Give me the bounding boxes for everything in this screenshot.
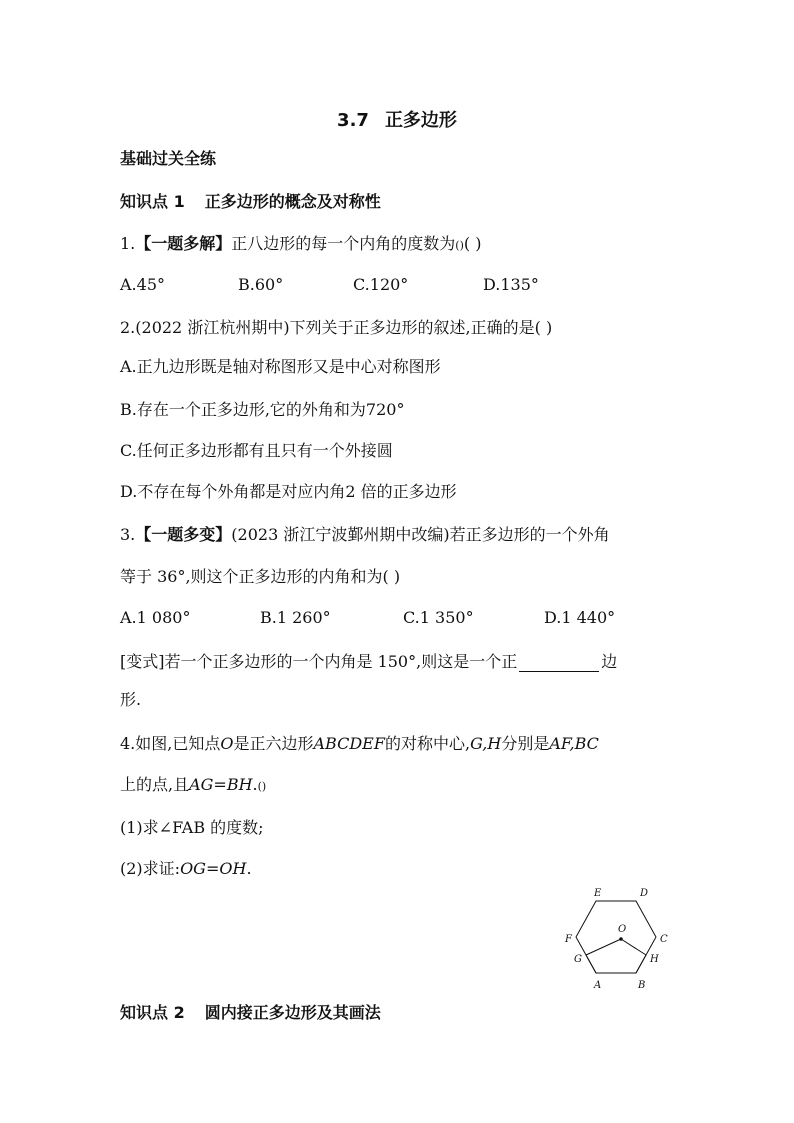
q1-answer-paren: ( ) — [463, 234, 482, 253]
kp2-label: 知识点 2 — [120, 1003, 185, 1022]
q3-variant-end: 边 — [601, 652, 618, 671]
q4-text-f: . — [252, 775, 258, 794]
knowledge-point-2 — [120, 1003, 381, 1023]
segment-oh — [621, 939, 646, 955]
label-a: A — [594, 980, 602, 991]
q3-variant-text: [变式]若一个正多边形的一个内角是 150°,则这是一个正 — [120, 652, 518, 671]
q3-option-c: C.1 350° — [403, 608, 474, 627]
q4-part2-equation: OG=OH — [180, 859, 247, 878]
section-heading: 基础过关全练 — [120, 149, 217, 168]
q4-segments: AF,BC — [549, 734, 599, 753]
center-point — [619, 937, 623, 941]
segment-ga — [586, 955, 596, 973]
label-d: D — [640, 888, 649, 899]
q3-variant — [120, 652, 617, 672]
question-3 — [120, 525, 610, 545]
q4-hexagon-name: ABCDEF — [313, 734, 385, 753]
q3-options — [120, 608, 680, 628]
q3-tag: 【一题多变】 — [135, 525, 232, 544]
q4-mark: () — [257, 780, 267, 793]
segment-og — [586, 939, 621, 955]
q1-tag: 【一题多解】 — [135, 234, 232, 253]
q4-part-2 — [120, 859, 252, 879]
q4-text-c: 的对称中心, — [384, 734, 471, 753]
q3-option-d: D.1 440° — [544, 608, 616, 627]
label-f: F — [565, 934, 572, 945]
hexagon-outline — [576, 901, 656, 973]
kp2-text: 圆内接正多边形及其画法 — [204, 1003, 381, 1022]
q1-option-a: A.45° — [120, 275, 165, 294]
label-o: O — [618, 924, 627, 935]
q2-option-b: B.存在一个正多边形,它的外角和为720° — [120, 400, 405, 419]
q4-text-a: 4.如图,已知点 — [120, 734, 221, 753]
q3-variant-line2: 形. — [120, 690, 142, 709]
hexagon-figure — [560, 880, 690, 995]
q4-part-1: (1)求∠FAB 的度数; — [120, 818, 264, 837]
q3-variant-blank[interactable] — [519, 655, 599, 672]
q3-option-a: A.1 080° — [120, 608, 191, 627]
label-e: E — [594, 888, 602, 899]
q3-stem-line2: 等于 36°,则这个正多边形的内角和为 — [120, 567, 383, 586]
title-number: 3.7 — [337, 110, 369, 131]
label-g: G — [574, 954, 582, 965]
q4-part2-end: . — [246, 859, 252, 878]
q1-options — [120, 275, 680, 295]
q1-option-b: B.60° — [238, 275, 284, 294]
q4-condition: AG=BH — [189, 775, 253, 794]
q1-text: 正八边形的每一个内角的度数为 — [231, 234, 456, 253]
q4-text-e: 上的点,且 — [120, 775, 190, 794]
knowledge-point-1 — [120, 192, 381, 212]
question-1 — [120, 234, 481, 256]
q3-option-b: B.1 260° — [260, 608, 331, 627]
q4-part2-text: (2)求证: — [120, 859, 181, 878]
q1-number: 1. — [120, 234, 136, 253]
page-title — [0, 106, 794, 132]
q2-option-d: D.不存在每个外角都是对应内角2 倍的正多边形 — [120, 482, 457, 501]
q2-option-a: A.正九边形既是轴对称图形又是中心对称图形 — [120, 357, 441, 376]
q3-answer-paren: ( ) — [382, 567, 401, 586]
q4-line2 — [120, 775, 266, 797]
q1-option-c: C.120° — [353, 275, 409, 294]
q4-point-o: O — [220, 734, 234, 753]
label-h: H — [650, 954, 659, 965]
label-b: B — [638, 980, 646, 991]
q4-text-d: 分别是 — [501, 734, 550, 753]
kp1-label: 知识点 1 — [120, 192, 185, 211]
q1-option-d: D.135° — [483, 275, 539, 294]
q3-stem-line1: (2023 浙江宁波鄞州期中改编)若正多边形的一个外角 — [231, 525, 610, 544]
q3-number: 3. — [120, 525, 136, 544]
q4-text-b: 是正六边形 — [233, 734, 314, 753]
q4-points-gh: G,H — [470, 734, 502, 753]
question-4 — [120, 734, 599, 754]
q2-stem: 2.(2022 浙江杭州期中)下列关于正多边形的叙述,正确的是 — [120, 318, 535, 337]
q2-option-c: C.任何正多边形都有且只有一个外接圆 — [120, 441, 393, 460]
label-c: C — [660, 934, 668, 945]
segment-hb — [636, 955, 646, 973]
q1-mark: () — [455, 239, 464, 252]
question-2 — [120, 318, 552, 338]
q2-answer-paren: ( ) — [534, 318, 553, 337]
q3-line2 — [120, 567, 400, 587]
kp1-text: 正多边形的概念及对称性 — [204, 192, 381, 211]
title-text: 正多边形 — [384, 110, 457, 131]
